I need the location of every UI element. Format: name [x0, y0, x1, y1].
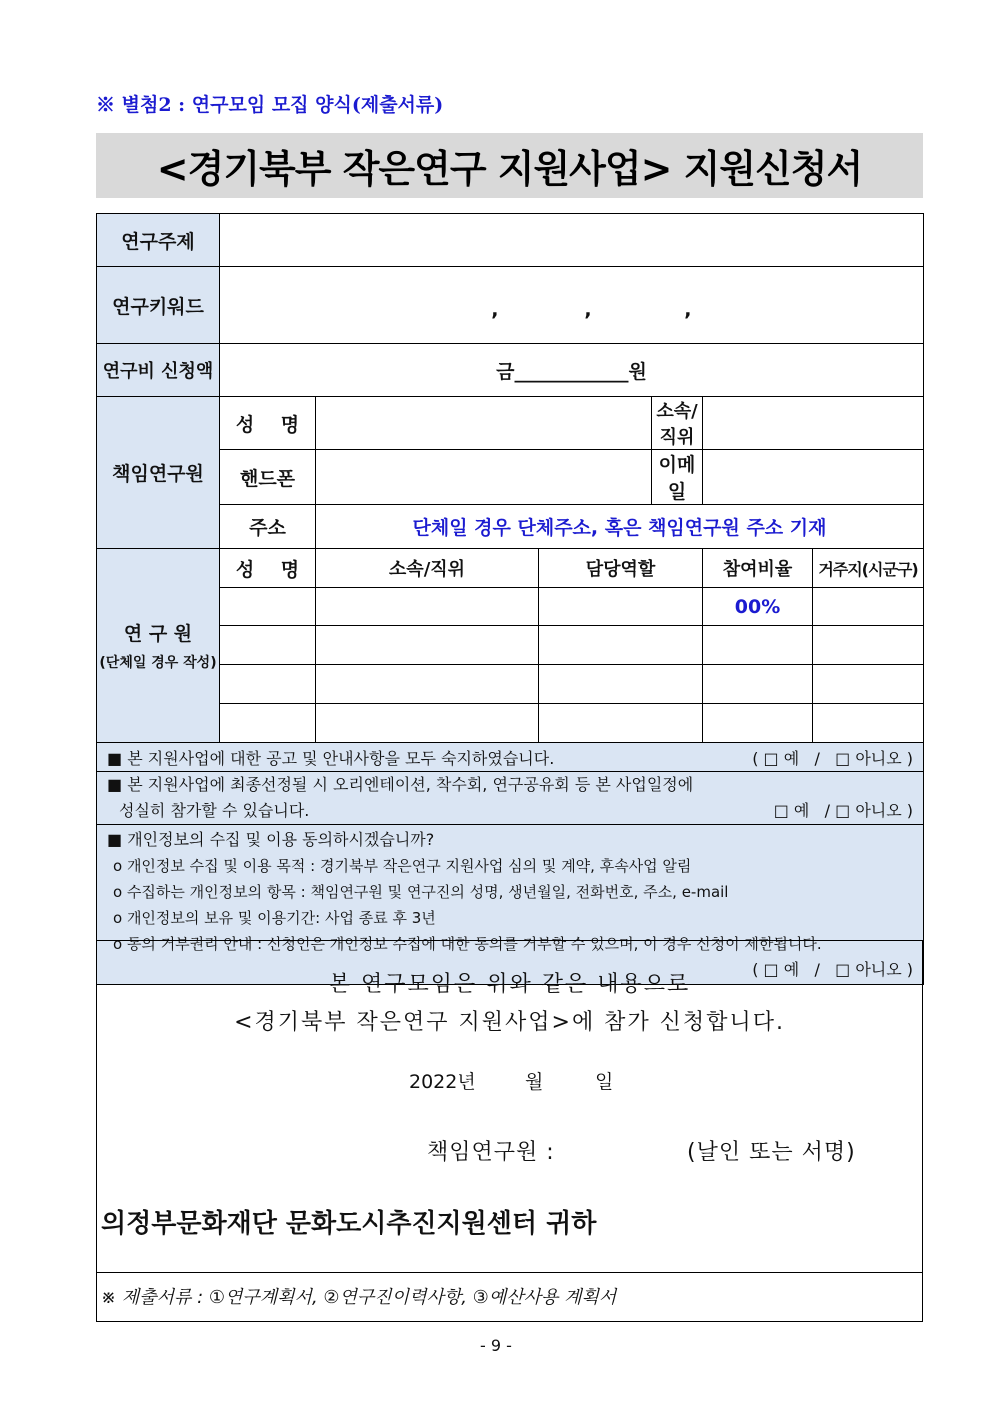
date-day: 일 [595, 1071, 614, 1093]
budget-blank: ____________ [514, 360, 629, 383]
member-residence-field[interactable] [813, 588, 924, 626]
lead-email-field[interactable] [703, 450, 924, 505]
member-role-field[interactable] [539, 665, 703, 704]
members-header-name: 성 명 [220, 549, 316, 588]
consent-item-1-choice[interactable]: ( □ 예 / □ 아니오 ) [752, 748, 914, 768]
consent-item-2-choice[interactable]: □ 예 / □ 아니오 ) [773, 801, 914, 820]
members-header-ratio: 참여비율 [703, 549, 813, 588]
member-role-field[interactable] [539, 588, 703, 626]
member-affil-field[interactable] [316, 588, 539, 626]
date-month: 월 [525, 1071, 544, 1093]
members-label-note: (단체일 경우 작성) [99, 655, 217, 671]
annex-label: ※ 별첨2 : 연구모임 모집 양식(제출서류) [96, 94, 444, 116]
consent-item-2-line2: 성실히 참가할 수 있습니다. [119, 801, 310, 820]
consent-point: o 수집하는 개인정보의 항목 : 책임연구원 및 연구진의 성명, 생년월일, 전화번호, 주소, e-mail [113, 882, 729, 901]
topic-field[interactable] [220, 214, 924, 267]
signer-note: (날인 또는 서명) [687, 1140, 856, 1165]
consent-item-1 [97, 743, 924, 772]
consent-item-1-text: ■ 본 지원사업에 대한 공고 및 안내사항을 모두 숙지하였습니다. [107, 748, 555, 768]
signer-label: 책임연구원 : [427, 1140, 555, 1165]
lead-name-field[interactable] [316, 397, 652, 450]
members-header-role: 담당역할 [539, 549, 703, 588]
member-name-field[interactable] [220, 665, 316, 704]
members-label: 연 구 원 [123, 623, 193, 645]
consent-item-3-title: ■ 개인정보의 수집 및 이용 동의하시겠습니까? [107, 829, 435, 849]
budget-prefix: 금 [496, 360, 515, 383]
member-ratio-field[interactable] [703, 704, 813, 743]
consent-item-2 [97, 772, 924, 825]
footnote-divider [97, 1272, 922, 1273]
title-bar [96, 133, 923, 198]
lead-addr-label: 주소 [220, 505, 316, 549]
member-name-field[interactable] [220, 588, 316, 626]
member-ratio-field[interactable] [703, 626, 813, 665]
lead-addr-note[interactable]: 단체일 경우 단체주소, 혹은 책임연구원 주소 기재 [316, 505, 924, 549]
keyword-field[interactable] [220, 267, 924, 344]
form-title: <경기북부 작은연구 지원사업> 지원신청서 [156, 147, 863, 191]
consent-item-3-choice[interactable]: ( □ 예 / □ 아니오 ) [752, 959, 914, 979]
member-ratio-field[interactable]: 00% [703, 588, 813, 626]
declaration-line-1: 본 연구모임은 위와 같은 내용으로 [328, 972, 691, 997]
declaration-line-2: <경기북부 작은연구 지원사업>에 참가 신청합니다. [234, 1010, 785, 1035]
budget-suffix: 원 [628, 360, 647, 383]
lead-affil-field[interactable] [703, 397, 924, 450]
lead-phone-field[interactable] [316, 450, 652, 505]
member-ratio-field[interactable] [703, 665, 813, 704]
keyword-separators: , , , [491, 299, 692, 321]
signer-field[interactable] [577, 1135, 677, 1163]
consent-point: o 동의 거부권리 안내 : 신청인은 개인정보 수집에 대한 동의를 거부할 수 있으며, 이 경우 신청이 제한됩니다. [113, 934, 822, 953]
lead-name-label: 성 명 [220, 397, 316, 450]
member-residence-field[interactable] [813, 704, 924, 743]
member-affil-field[interactable] [316, 704, 539, 743]
members-header-affil: 소속/직위 [316, 549, 539, 588]
date-year: 2022년 [409, 1071, 476, 1093]
budget-label: 연구비 신청액 [97, 344, 220, 397]
budget-field[interactable] [220, 344, 924, 397]
members-label-cell [97, 549, 220, 743]
member-residence-field[interactable] [813, 626, 924, 665]
member-name-field[interactable] [220, 626, 316, 665]
consent-item-2-line1: ■ 본 지원사업에 최종선정될 시 오리엔테이션, 착수회, 연구공유회 등 본 사업일정에 [107, 775, 694, 794]
consent-point: o 개인정보 수집 및 이용 목적 : 경기북부 작은연구 지원사업 심의 및 계약, 후속사업 알림 [113, 856, 692, 875]
member-role-field[interactable] [539, 626, 703, 665]
member-affil-field[interactable] [316, 665, 539, 704]
member-affil-field[interactable] [316, 626, 539, 665]
members-header-residence: 거주지(시군구) [813, 549, 924, 588]
lead-label: 책임연구원 [97, 397, 220, 549]
lead-affil-label: 소속/직위 [652, 397, 703, 450]
recipient: 의정부문화재단 문화도시추진지원센터 귀하 [101, 1209, 597, 1239]
page-number: - 9 - [480, 1336, 512, 1355]
member-role-field[interactable] [539, 704, 703, 743]
member-name-field[interactable] [220, 704, 316, 743]
topic-label: 연구주제 [97, 214, 220, 267]
member-residence-field[interactable] [813, 665, 924, 704]
lead-email-label: 이메일 [652, 450, 703, 505]
keyword-label: 연구키워드 [97, 267, 220, 344]
declaration-box [96, 940, 923, 1322]
footnote: ※ 제출서류 : ①연구계획서, ②연구진이력사항, ③예산사용 계획서 [101, 1287, 617, 1308]
application-form [96, 213, 924, 985]
consent-point: o 개인정보의 보유 및 이용기간: 사업 종료 후 3년 [113, 908, 436, 927]
lead-phone-label: 핸드폰 [220, 450, 316, 505]
